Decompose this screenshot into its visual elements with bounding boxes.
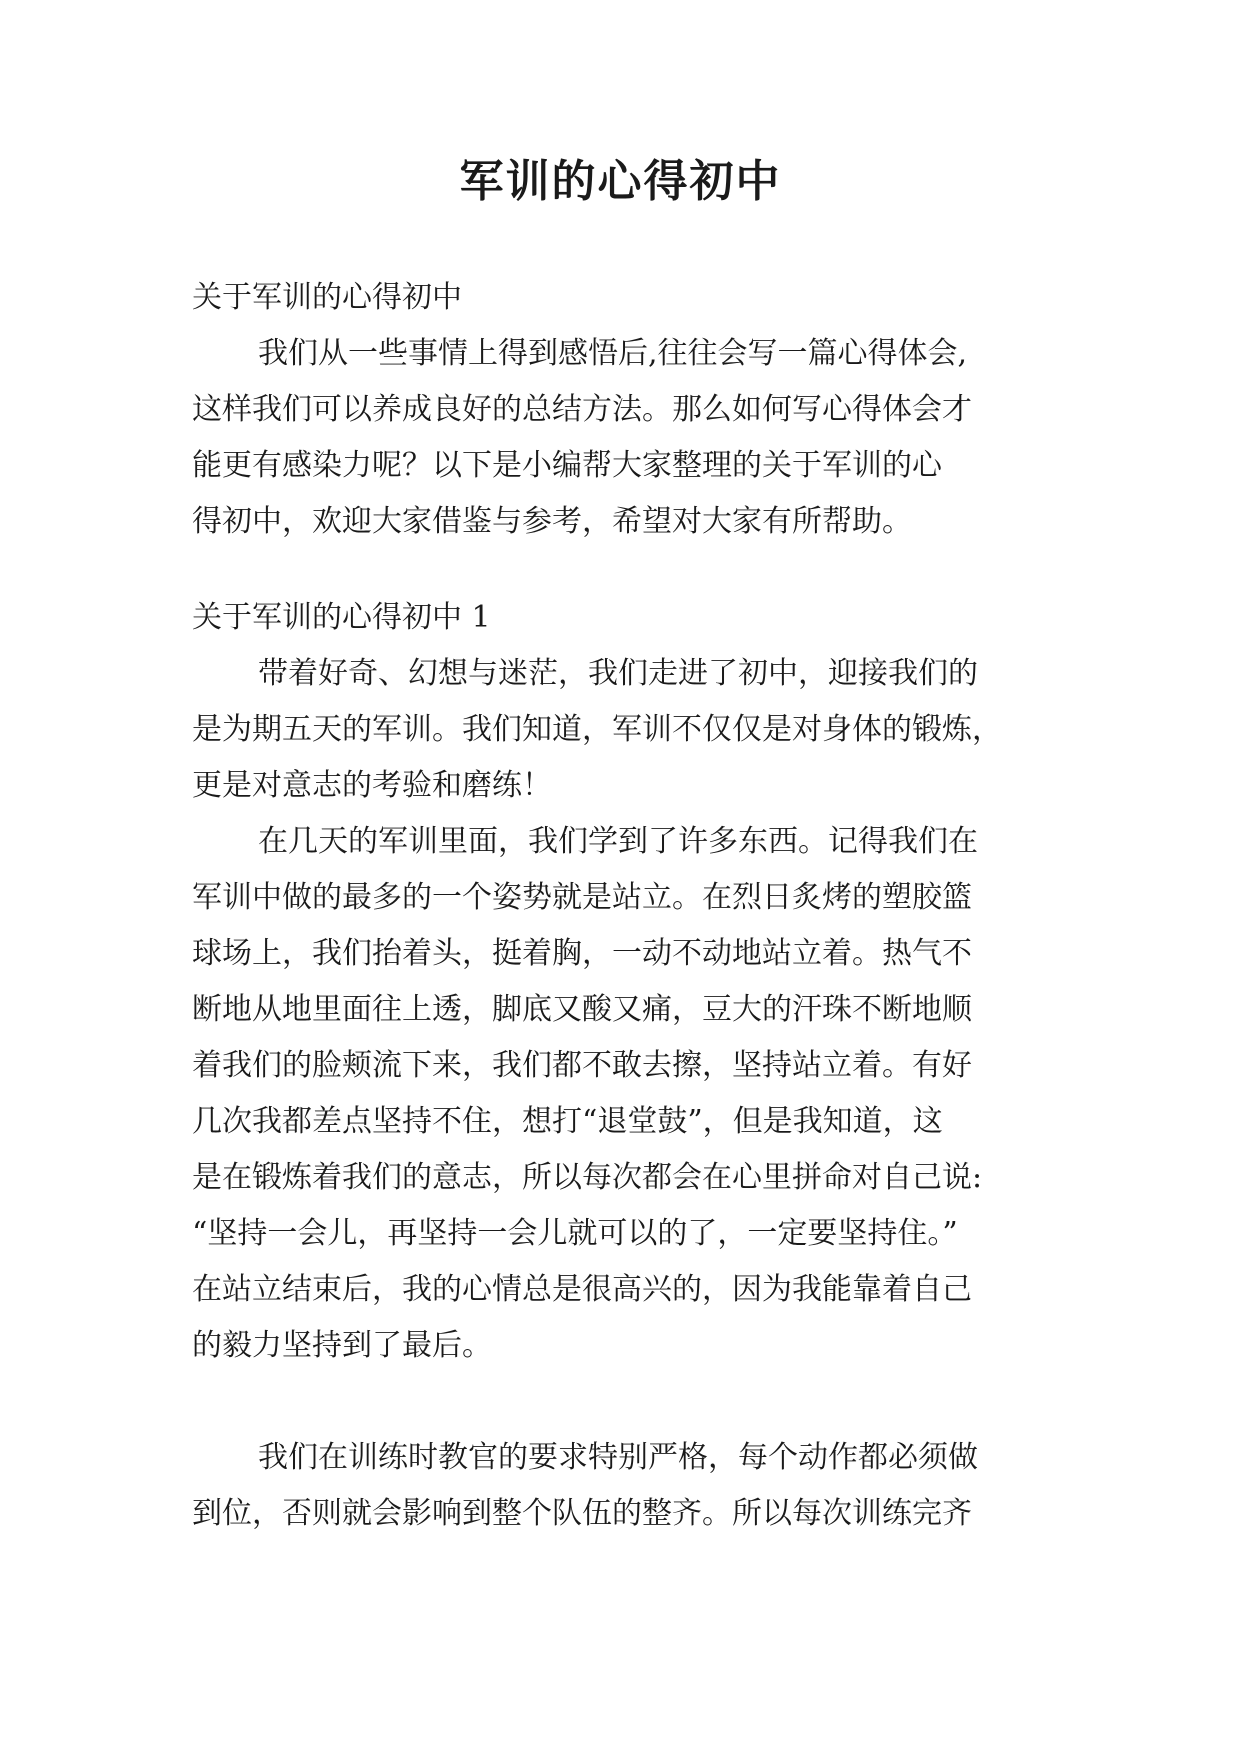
paragraph-line: 带着好奇、幻想与迷茫，我们走进了初中，迎接我们的	[258, 656, 978, 691]
paragraph-line: 军训中做的最多的一个姿势就是站立。在烈日炙烤的塑胶篮	[192, 880, 972, 915]
paragraph-line: 我们从一些事情上得到感悟后,往往会写一篇心得体会,	[258, 336, 968, 371]
section-heading: 关于军训的心得初中 1	[192, 600, 491, 635]
paragraph	[192, 656, 1052, 803]
paragraph-line: 是为期五天的军训。我们知道，军训不仅仅是对身体的锻炼，	[192, 712, 1002, 747]
paragraph-line: “坚持一会儿，再坚持一会儿就可以的了，一定要坚持住。”	[192, 1216, 958, 1251]
paragraph-line: 更是对意志的考验和磨练！	[192, 768, 552, 803]
paragraph	[192, 824, 1052, 1417]
paragraph-line: 球场上，我们抬着头，挺着胸，一动不动地站立着。热气不	[192, 936, 972, 971]
paragraph-line: 几次我都差点坚持不住，想打“退堂鼓”，但是我知道，这	[192, 1104, 943, 1139]
document-body	[192, 280, 1052, 1531]
paragraph-line: 得初中，欢迎大家借鉴与参考，希望对大家有所帮助。	[192, 504, 912, 539]
paragraph-line: 是在锻炼着我们的意志，所以每次都会在心里拼命对自己说:	[192, 1160, 983, 1195]
section-heading: 关于军训的心得初中	[192, 280, 462, 315]
paragraph-line	[192, 1387, 1052, 1417]
section-intro	[192, 280, 1052, 539]
paragraph-line: 的毅力坚持到了最后。	[192, 1328, 492, 1363]
section-spacer	[192, 537, 1052, 603]
paragraph	[192, 1440, 1052, 1531]
paragraph-line: 在站立结束后，我的心情总是很高兴的，因为我能靠着自己	[192, 1272, 972, 1307]
paragraph-line: 断地从地里面往上透，脚底又酸又痛，豆大的汗珠不断地顺	[192, 992, 972, 1027]
paragraph	[192, 336, 1052, 539]
paragraph-line: 着我们的脸颊流下来，我们都不敢去擦，坚持站立着。有好	[192, 1048, 972, 1083]
paragraph-line: 能更有感染力呢？以下是小编帮大家整理的关于军训的心	[192, 448, 942, 483]
document-title: 军训的心得初中	[459, 156, 782, 207]
paragraph-line: 在几天的军训里面，我们学到了许多东西。记得我们在	[258, 824, 978, 859]
paragraph-line: 我们在训练时教官的要求特别严格，每个动作都必须做	[258, 1440, 978, 1475]
section-1	[192, 600, 1052, 1531]
paragraph-line: 到位，否则就会影响到整个队伍的整齐。所以每次训练完齐	[192, 1496, 972, 1531]
paragraph-line: 这样我们可以养成良好的总结方法。那么如何写心得体会才	[192, 392, 972, 427]
